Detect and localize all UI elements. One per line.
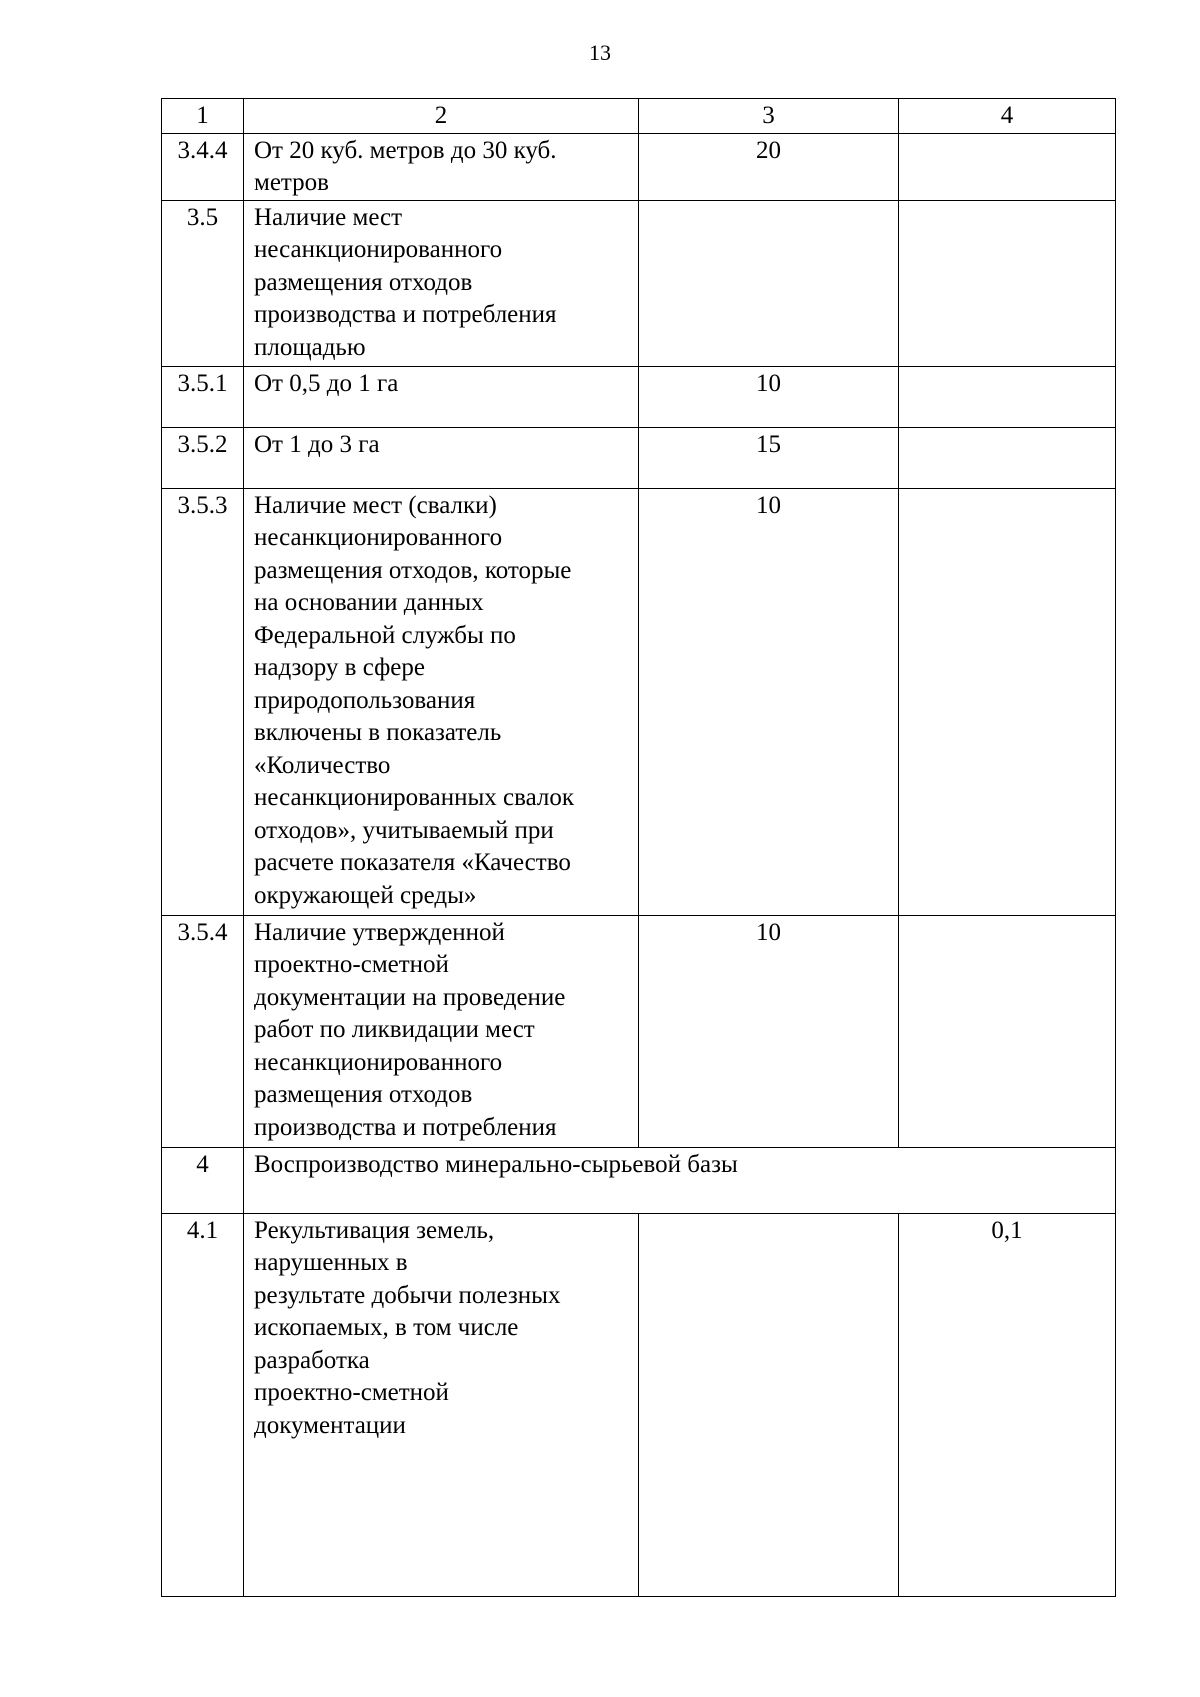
row-value-col4: 0,1 [899,1213,1116,1596]
row-description [244,915,639,1147]
description-line: ископаемых, в том числе [254,1314,519,1341]
description-line: От 20 куб. метров до 30 куб. [254,136,557,164]
criteria-table [161,98,1116,1597]
row-value-col3 [639,1213,899,1596]
table-row [162,427,1116,488]
description-line: несанкционированного [254,524,503,551]
header-cell-3: 3 [639,99,899,134]
row-value-col3: 20 [639,133,899,200]
row-value-col3: 15 [639,427,899,488]
table-header-row [162,99,1116,134]
description-line: нарушенных в [254,1249,408,1276]
description-line: проектно-сметной [254,1379,449,1406]
description-line: метров [254,169,329,196]
description-line: Воспроизводство минерально-сырьевой базы [254,1150,738,1178]
description-line: площадью [254,333,366,361]
description-line: на основании данных [254,589,484,616]
row-value-col4 [899,366,1116,427]
row-number: 3.5.1 [162,366,244,427]
row-number: 3.5 [162,200,244,366]
row-description [244,200,639,366]
row-value-col4 [899,133,1116,200]
description-line: разработка [254,1346,370,1374]
description-line: природопользования [254,686,476,714]
row-description [244,427,639,488]
table-row [162,366,1116,427]
row-description [244,366,639,427]
row-number: 4 [162,1147,244,1213]
description-line: отходов», учитываемый при [254,816,554,844]
table-row [162,915,1116,1147]
section-row [162,1147,1116,1213]
header-cell-1: 1 [162,99,244,134]
description-line: размещения отходов [254,268,473,296]
description-line: Наличие мест (свалки) [254,491,497,519]
row-value-col3: 10 [639,915,899,1147]
description-line: проектно-сметной [254,951,449,978]
description-line: производства и потребления [254,301,557,328]
table-row [162,200,1116,366]
row-number: 3.5.4 [162,915,244,1147]
description-line: Федеральной службы по [254,621,516,649]
row-number: 3.5.3 [162,488,244,915]
description-line: производства и потребления [254,1113,557,1141]
description-line: результате добычи полезных [254,1281,561,1309]
description-line: документации [254,1411,406,1439]
description-line: окружающей среды» [254,881,477,909]
row-value-col3 [639,200,899,366]
description-line: Наличие утвержденной [254,918,505,946]
row-value-col4 [899,915,1116,1147]
description-line: несанкционированных свалок [254,784,575,811]
row-value-col3: 10 [639,488,899,915]
description-line: размещения отходов [254,1081,473,1108]
description-line: несанкционированного [254,1048,503,1076]
table-row [162,488,1116,915]
row-value-col3: 10 [639,366,899,427]
table-row [162,1213,1116,1596]
description-line: размещения отходов, которые [254,556,572,584]
table-row [162,133,1116,200]
row-number: 3.5.2 [162,427,244,488]
row-value-col4 [899,200,1116,366]
row-description [244,133,639,200]
description-line: От 0,5 до 1 га [254,369,399,397]
description-line: документации на проведение [254,983,566,1011]
row-number: 3.4.4 [162,133,244,200]
row-value-col4 [899,488,1116,915]
description-line: несанкционированного [254,236,503,263]
row-description [244,1213,639,1596]
description-line: «Количество [254,751,391,779]
description-line: работ по ликвидации мест [254,1016,535,1043]
row-number: 4.1 [162,1213,244,1596]
description-line: расчете показателя «Качество [254,849,571,876]
description-line: Рекультивация земель, [254,1216,495,1244]
description-line: включены в показатель [254,719,502,746]
description-line: От 1 до 3 га [254,430,380,458]
row-description [244,488,639,915]
description-line: Наличие мест [254,203,403,231]
row-value-col4 [899,427,1116,488]
header-cell-4: 4 [899,99,1116,134]
section-title [244,1147,1116,1213]
page-number: 13 [589,40,611,65]
header-cell-2: 2 [244,99,639,134]
description-line: надзору в сфере [254,654,425,681]
